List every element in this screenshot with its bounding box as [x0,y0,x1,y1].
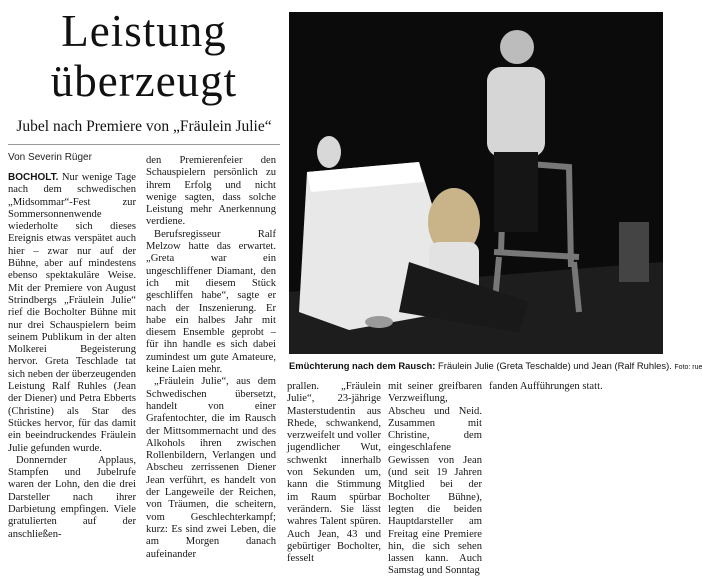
paragraph-1: Nur wenige Tage nach dem schwedischen „Midsommar“-Fest zur Sommersonnenwende wiederholte sich dieses Ereignis etwas verspätet auch hier – zwar nur auf der Bühne, aber auf mindestens ebenso spektakuläre Weise. Mit der Premiere von August Strindbergs „Fräulein Julie“ rief die Bocholter Bühne mit nur drei Schauspielern beim seinem Publikum in der alten Molkerei Begeisterung hervor. Greta Teschlade tat sich neben der überzeugenden Leistung Ralf Ruhles (Jean der Diener) und Petra Ebberts (Christine) als Star des Stückes hervor, für das damit ein beeindruckendes Fräulein Julie gefunden wurde. [8,172,136,454]
stage-photo [289,12,663,354]
paragraph-7: mit seiner greifbaren Verzweiflung, Abscheu und Neid. Zusammen mit Christine, dem eingeschlafene Gewissen von Jean (und seit 19 Jahren Mitglied bei der Bocholter Bühne), legten die beiden Hauptdarsteller am Freitag eine Premiere hin, die sich sehen lassen kann. Auch Samstag und Sonntag [388,381,482,577]
paragraph-2: Donnernder Applaus, Stampfen und Jubelrufe waren der Lohn, den die drei Darsteller nach ihrer Darbietung empfingen. Viele gratulierten auf der anschließen- [8,454,136,540]
headline-line-2: überzeugt [50,56,238,106]
paragraph-4: Berufsregisseur Ralf Melzow hatte das erwartet. „Greta war ein ungeschliffener Diamant, den ich mit diesem Stück geschliffen habe“, sagte er nach der Inszenierung. Er habe ein halbes Jahr mit diesem Ensemble geprobt – für ihn handle es sich dabei zumindest um gute Amateure, keine Laien mehr. [146,228,276,376]
byline: Von Severin Rüger [8,152,92,163]
text-column-1 [8,172,136,540]
headline [8,6,280,106]
caption-text: Fräulein Julie (Greta Teschalde) und Jean (Ralf Ruhles). [438,360,672,371]
photo-caption [289,360,702,371]
photo-credit: Foto: rue [674,364,702,371]
paragraph-8: fanden Aufführungen statt. [489,381,603,392]
caption-lead: Emüchterung nach dem Rausch: [289,360,436,371]
text-column-4 [388,381,482,577]
paragraph-3: den Premierenfeier den Schauspielern persönlich zu ihrem Erfolg und nicht wenige sagten, dass solche Leistung mehr Anerkennung verdiene. [146,155,276,228]
paragraph-6: prallen. „Fräulein Julie“, 23-jährige Masterstudentin aus Rhede, schwankend, verzweifelt und voller jugendlicher Wut, schwenkt innerhalb von Sekunden um, kann die Stimmung im Raum spürbar verändern. Sie lässt wahres Talent spüren. Auch Jean, 43 und gebürtiger Bocholter, fesselt [287,381,381,565]
text-column-5 [489,381,669,421]
dateline: BOCHOLT. [8,172,59,183]
headline-line-1: Leistung [61,6,227,56]
text-column-2 [146,155,276,560]
stage-photo-illustration [289,12,663,354]
subheadline: Jubel nach Premiere von „Fräulein Julie“ [16,118,272,135]
header-divider [8,144,280,145]
paragraph-5: „Fräulein Julie“, aus dem Schwedischen übersetzt, handelt von einer Grafentochter, die im Rausch der Mittsommernacht und des Alkohols ihren zwischen Rollenbildern, Verlangen und Abscheu zerrissenen Diener Jean verführt, es handelt von der Langeweile der Reichen, von Träumen, die scheitern, vom Geschlechterkampf; kurz: Es sind zwei Leben, die am Morgen danach aufeinander [146,376,276,560]
text-column-3 [287,381,381,565]
